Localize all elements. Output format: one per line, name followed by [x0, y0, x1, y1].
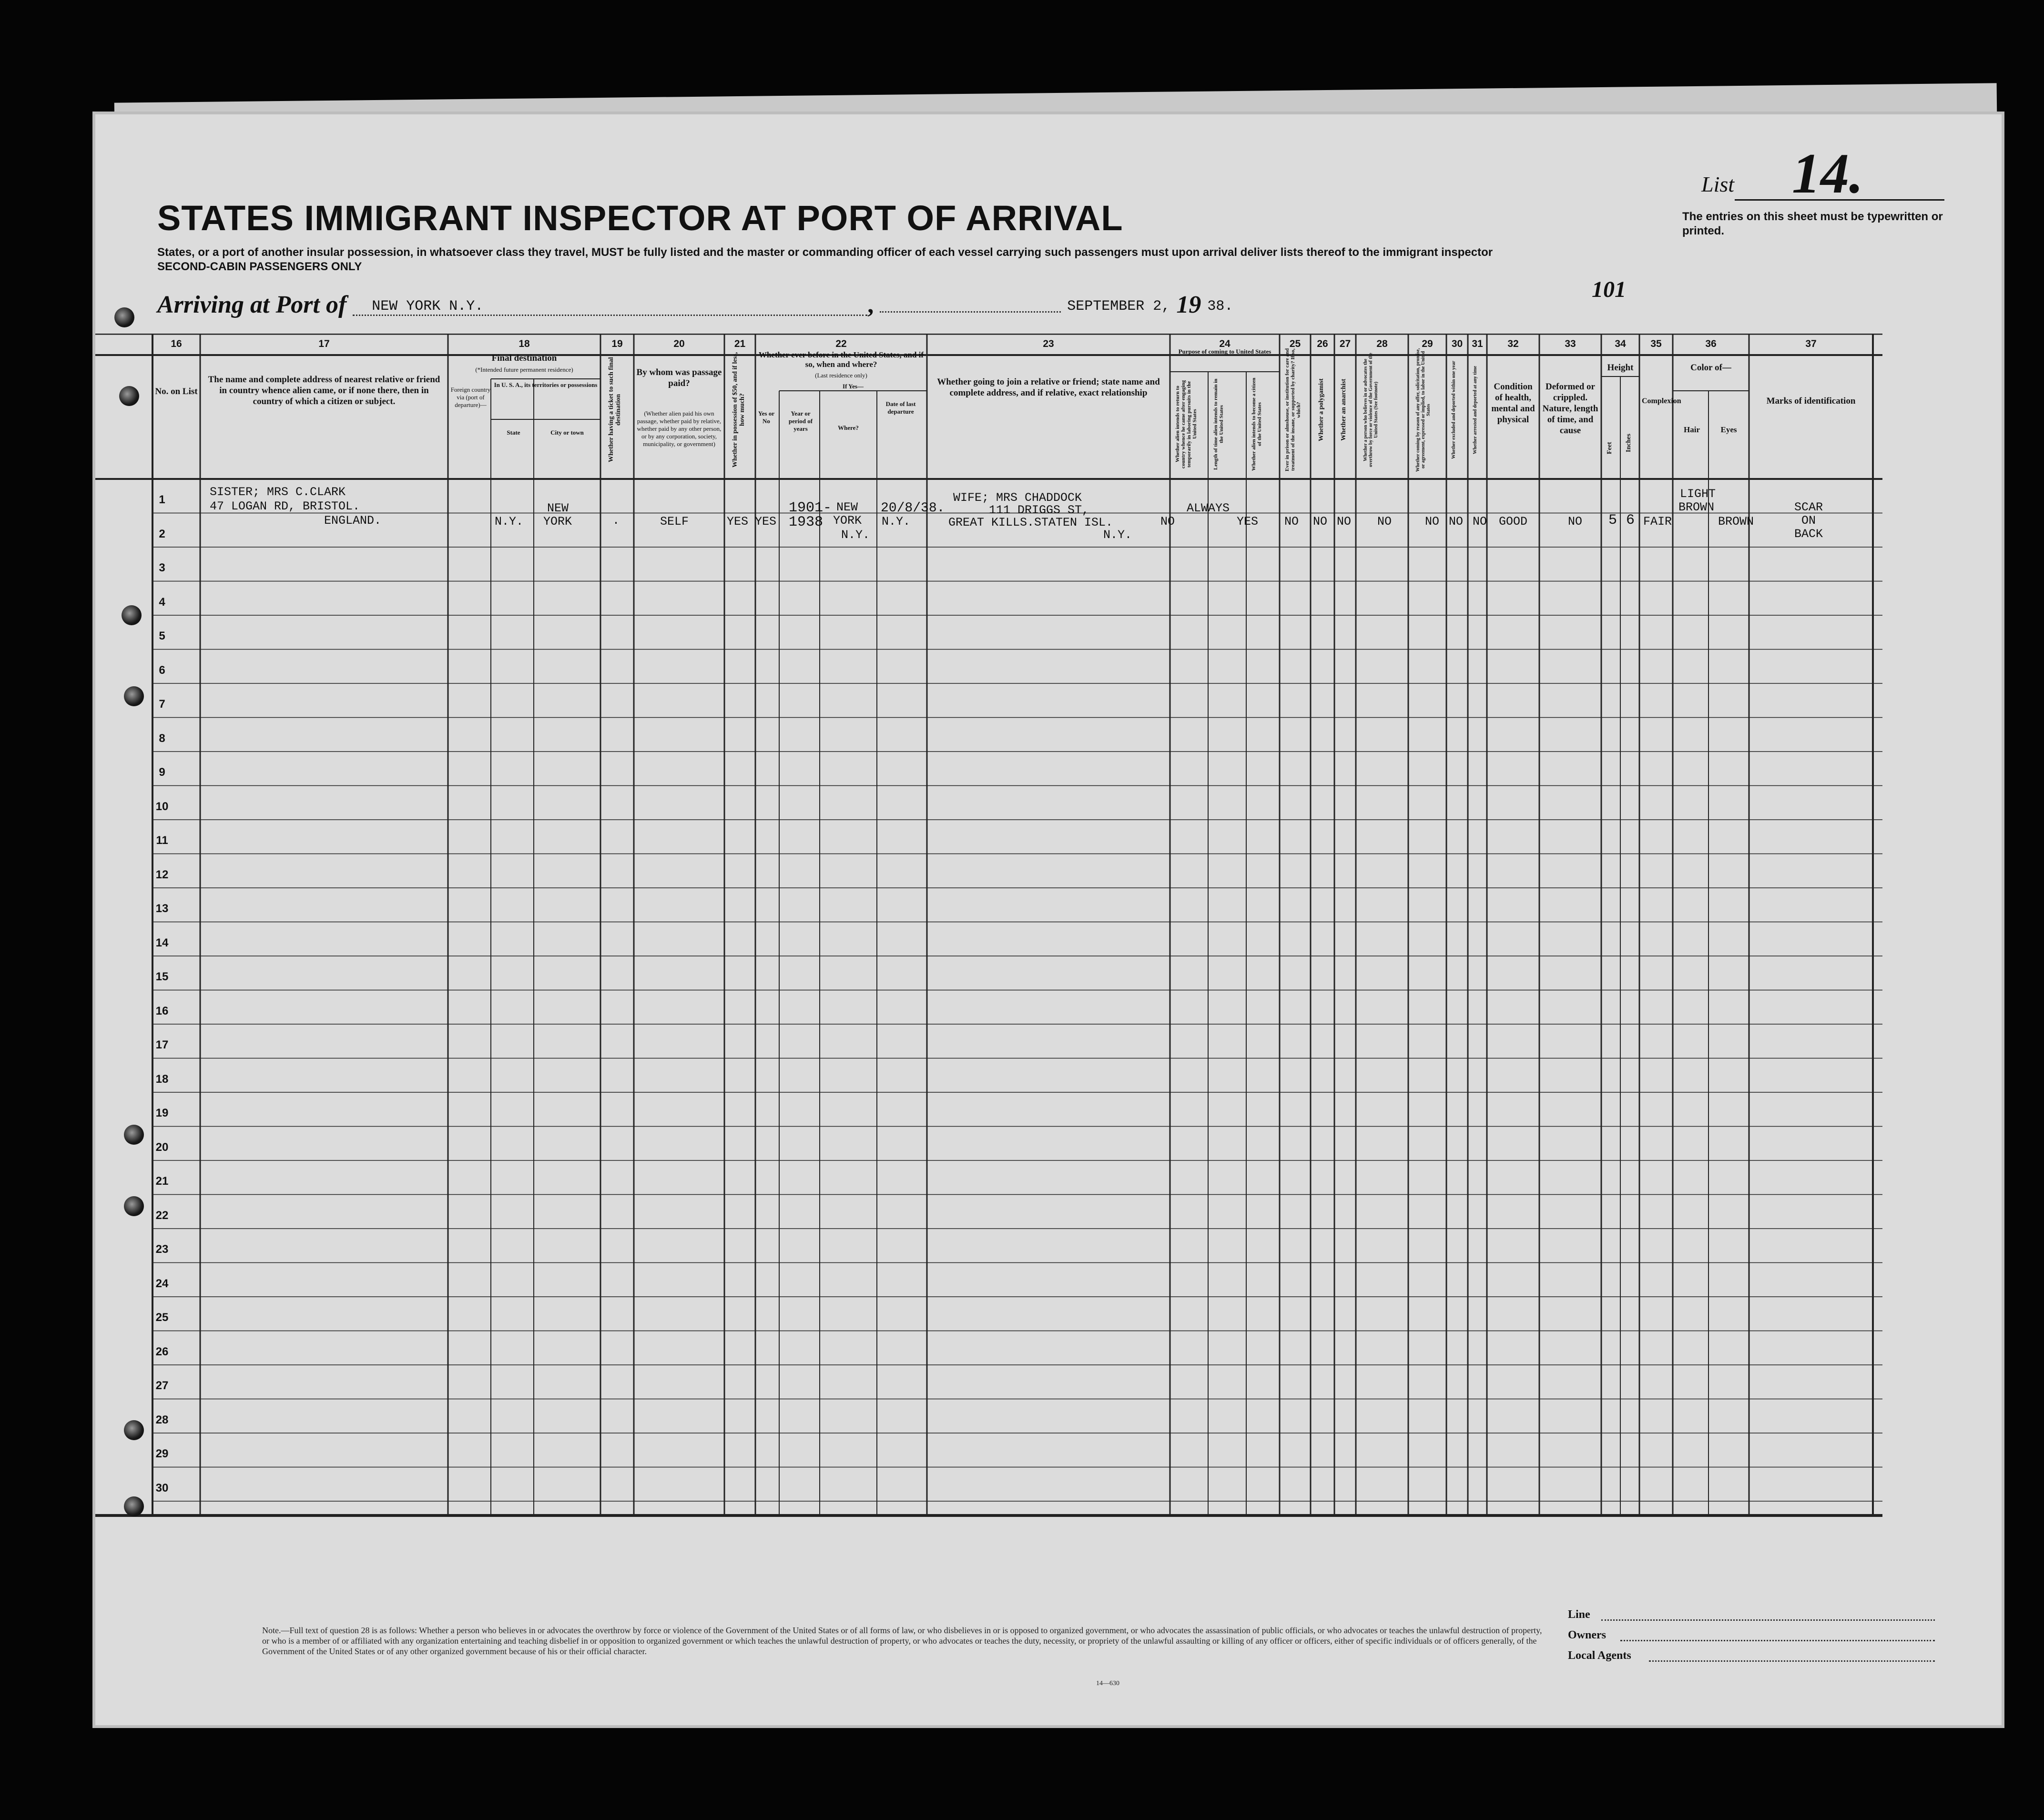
punch-hole: [119, 386, 139, 406]
colnum-31: 31: [1472, 338, 1483, 349]
punch-hole: [124, 686, 144, 706]
row-number: 30: [155, 1481, 169, 1495]
header-foreign-country: Foreign country via (port of departure)—: [450, 386, 491, 408]
entry-departure-line1: 20/8/38.: [881, 501, 945, 516]
colnum-23: 23: [1043, 338, 1054, 349]
colnum-33: 33: [1565, 338, 1576, 349]
entry-ticket: .: [612, 514, 620, 528]
colnum-16: 16: [171, 338, 182, 349]
header-prison: Ever in prison or almshouse, or institution for care and treatment of the insane, or supported by charity? If so, which?: [1284, 348, 1302, 472]
port-value: NEW YORK N.Y.: [353, 298, 867, 316]
entry-relative-line3: ENGLAND.: [324, 514, 382, 528]
entry-hair-line1: LIGHT: [1680, 487, 1716, 501]
row-number: 6: [159, 663, 165, 677]
entry-city-line2: YORK: [543, 515, 572, 529]
header-health: Condition of health, mental and physical: [1491, 382, 1535, 425]
row-number: 19: [155, 1107, 169, 1119]
row-number: 23: [155, 1243, 169, 1256]
entry-relative-line2: 47 LOGAN RD, BRISTOL.: [210, 499, 360, 513]
punch-hole: [124, 1125, 144, 1145]
row-number: 15: [155, 970, 169, 983]
form-subtitle: [157, 245, 1730, 274]
header-complexion: Complexion: [1642, 397, 1681, 405]
entry-arrested: NO: [1473, 515, 1487, 529]
entry-join-line4: N.Y.: [1103, 528, 1132, 542]
colnum-20: 20: [673, 338, 685, 349]
row-number: 11: [156, 834, 168, 847]
manifest-sheet: [95, 114, 2002, 1725]
entry-join-line2: 111 DRIGGS ST,: [989, 503, 1089, 517]
entry-labor-offer: NO: [1425, 515, 1440, 529]
colnum-18: 18: [519, 338, 530, 349]
header-where: Where?: [838, 424, 859, 431]
colnum-25: 25: [1289, 338, 1301, 349]
arrival-date-month: SEPTEMBER 2,: [1067, 298, 1170, 315]
entry-inches: 6: [1626, 512, 1635, 529]
row-number: 14: [155, 936, 169, 949]
entry-where-line3: N.Y.: [841, 528, 870, 542]
row-number: 2: [159, 527, 165, 540]
header-height: Height: [1607, 363, 1634, 373]
colnum-22: 22: [835, 338, 847, 349]
form-subtitle-line1: States, or a port of another insular possession, in whatsoever class they travel, MUST be fully listed and the master or commanding officer of each vessel carrying such passengers must upon arrival deliver lists thereof to the immigrant inspector: [157, 246, 1493, 259]
list-underline: [1735, 199, 1944, 201]
entry-polygamist: NO: [1313, 515, 1328, 529]
colnum-26: 26: [1317, 338, 1328, 349]
header-purpose-return: Whether alien intends to return to country whence he came after engaging temporarily in laboring pursuits in the United States: [1175, 380, 1198, 468]
entry-join-line1: WIFE; MRS CHADDOCK: [953, 491, 1082, 505]
header-state: State: [507, 429, 520, 436]
colnum-17: 17: [318, 338, 330, 349]
entry-years-line2: 1938: [789, 514, 824, 530]
row-number: 20: [155, 1140, 169, 1154]
form-number: 14—630: [1096, 1680, 1119, 1687]
entry-state: N.Y.: [495, 515, 524, 529]
footer-agents-field: [1649, 1660, 1935, 1662]
header-final-destination-note: (*Intended future permanent residence): [475, 366, 573, 373]
header-before-in-us: Whether ever before in the United States, and if so, when and where?: [758, 350, 924, 369]
list-label: List: [1701, 172, 1735, 196]
row-number: 21: [155, 1175, 169, 1188]
colnum-28: 28: [1376, 338, 1388, 349]
header-final-destination: Final destination: [491, 353, 557, 363]
row-number: 10: [155, 800, 169, 813]
colnum-35: 35: [1650, 338, 1662, 349]
colnum-19: 19: [611, 338, 623, 349]
header-no-on-list: No. on List: [155, 386, 198, 397]
footer-owners-field: [1620, 1640, 1935, 1641]
colnum-37: 37: [1805, 338, 1817, 349]
punch-hole: [124, 1420, 144, 1440]
entry-marks-line2: ON: [1801, 514, 1816, 528]
entry-join-line3: GREAT KILLS.STATEN ISL.: [948, 516, 1113, 529]
row-number: 18: [155, 1072, 169, 1086]
row-number: 22: [155, 1209, 169, 1222]
arrival-date-year: 38.: [1207, 298, 1233, 315]
header-yes-no: Yes or No: [758, 410, 775, 425]
row-number: 24: [155, 1277, 169, 1290]
entry-complexion: FAIR: [1643, 515, 1672, 529]
colnum-36: 36: [1705, 338, 1717, 349]
colnum-30: 30: [1451, 338, 1463, 349]
row-number: 27: [155, 1379, 169, 1392]
colnum-24: 24: [1219, 338, 1230, 349]
entry-years-line1: 1901-: [789, 500, 832, 516]
punch-hole: [124, 1196, 144, 1216]
stamp-number: 101: [1592, 277, 1626, 302]
header-passage-paid-note: (Whether alien paid his own passage, whether paid by relative, whether paid by any other person, or by any corporation, society, municipality, or government): [637, 410, 722, 447]
entry-anarchist: NO: [1337, 515, 1352, 529]
header-polygamist: Whether a polygamist: [1318, 378, 1325, 441]
header-eyes: Eyes: [1720, 425, 1737, 434]
colnum-21: 21: [734, 338, 746, 349]
header-purpose: Purpose of coming to United States: [1178, 348, 1271, 355]
row-number: 13: [155, 902, 169, 915]
header-last-residence: (Last residence only): [815, 372, 867, 379]
entry-feet: 5: [1608, 512, 1617, 529]
header-excluded: Whether excluded and deported within one year: [1451, 361, 1456, 459]
entry-city-line1: NEW: [547, 501, 569, 515]
header-going-to-join: Whether going to join a relative or friend; state name and complete address, and if relative, exact relationship: [937, 377, 1160, 398]
header-city: City or town: [550, 429, 584, 436]
header-marks: Marks of identification: [1766, 396, 1856, 406]
header-arrested: Whether arrested and deported at any time: [1473, 366, 1478, 454]
header-in-usa: In U. S. A., its territories or possessions: [494, 381, 598, 388]
entry-before-yes: YES: [755, 515, 777, 529]
row-number: 29: [155, 1447, 169, 1460]
entry-eyes: BROWN: [1718, 515, 1754, 529]
header-anarchist: Whether an anarchist: [1340, 378, 1347, 441]
row-number: 25: [155, 1311, 169, 1324]
entry-overthrow: NO: [1377, 515, 1392, 529]
row-number: 12: [155, 868, 169, 881]
arriving-line: Arriving at Port of NEW YORK N.Y. , SEPTEMBER 2, 19 38.: [157, 291, 1233, 318]
footer-agents-label: Local Agents: [1568, 1649, 1631, 1662]
header-if-yes: If Yes—: [843, 383, 864, 390]
header-hair: Hair: [1684, 425, 1700, 434]
entry-paid-by: SELF: [660, 515, 689, 529]
header-year-period: Year or period of years: [788, 410, 813, 432]
footnote-q28: Note.—Full text of question 28 is as follows: Whether a person who believes in or advocates the overthrow by force or violence of the Government of the United States or of all forms of law, or who disbelieves in or is opposed to organized government, or who advocates the assassination of public officials, or who advocates or teaches the unlawful destruction of property, or who is a member of or affiliated with any organization entertaining and teaching disbelief in or opposition to organized government or which teaches the unlawful destruction of property, or who advocates or teaches the duty, necessity, or propriety of the unlawful assaulting or killing of any officer or officers, either of specific individuals or of officers generally, of the Government of the United States or of any other organized government because of his or their official character.: [262, 1626, 1542, 1656]
colnum-32: 32: [1507, 338, 1519, 349]
header-inches: Inches: [1625, 434, 1632, 453]
header-purpose-length: Length of time alien intends to remain in the United States: [1213, 378, 1224, 470]
punch-hole: [122, 605, 142, 625]
arriving-label: Arriving at Port of: [157, 291, 347, 318]
row-number: 3: [159, 561, 165, 574]
footer-line-label: Line: [1568, 1608, 1590, 1621]
row-number: 9: [159, 766, 165, 779]
footer-line-field: [1601, 1619, 1935, 1621]
row-number: 7: [159, 698, 165, 711]
entry-prison: NO: [1284, 515, 1299, 529]
row-number: 8: [159, 732, 165, 745]
entry-departure-line2: N.Y.: [882, 515, 911, 529]
list-note: The entries on this sheet must be typewritten or printed.: [1682, 210, 1943, 237]
entry-health: GOOD: [1499, 515, 1528, 529]
row-number: 5: [159, 630, 165, 642]
manifest-table: [95, 334, 1882, 1592]
header-passage-paid: By whom was passage paid?: [636, 367, 722, 388]
header-purpose-citizen: Whether alien intends to become a citizen of the United States: [1251, 377, 1262, 471]
row-number: 28: [155, 1413, 169, 1426]
entry-where-line1: NEW: [836, 500, 858, 514]
entry-citizen: YES: [1237, 515, 1259, 529]
entry-hair-line2: BROWN: [1678, 500, 1715, 514]
colnum-29: 29: [1422, 338, 1433, 349]
header-deformed: Deformed or crippled. Nature, length of time, and cause: [1542, 382, 1598, 436]
entry-length: ALWAYS: [1187, 501, 1230, 515]
entry-where-line2: YORK: [833, 514, 862, 528]
entry-marks-line1: SCAR: [1794, 500, 1823, 514]
row-number: 1: [159, 493, 165, 506]
header-overthrow: Whether a person who believes in or advocates the overthrow by force or violence of the Government of the United States (See footnote): [1363, 353, 1379, 467]
header-last-departure: Date of last departure: [885, 400, 916, 415]
row-number: 16: [155, 1004, 169, 1017]
punch-hole: [124, 1496, 144, 1516]
arrival-date-year-prefix: 19: [1176, 291, 1201, 318]
punch-hole: [114, 307, 134, 327]
header-color-of: Color of—: [1690, 363, 1731, 373]
footer-owners-label: Owners: [1568, 1629, 1606, 1641]
row-number: 26: [155, 1345, 169, 1358]
entry-marks-line3: BACK: [1794, 527, 1823, 541]
header-feet: Feet: [1606, 442, 1613, 454]
row-number: 4: [159, 595, 165, 609]
header-ticket: Whether having a ticket to such final destination: [608, 357, 622, 463]
entry-return: NO: [1160, 515, 1175, 529]
row-number: 17: [155, 1038, 169, 1051]
entry-fifty: YES: [727, 515, 749, 529]
form-subtitle-line2: SECOND-CABIN PASSENGERS ONLY: [157, 260, 362, 273]
colnum-27: 27: [1339, 338, 1351, 349]
header-labor-offer: Whether coming by reason of any offer, solicitation, promise, or agreement, expressed or implied, to labor in the United States: [1415, 348, 1431, 472]
header-fifty-dollars: Whether in possession of $50, and if less, how much?: [732, 352, 746, 468]
header-nearest-relative: The name and complete address of nearest relative or friend in country whence alien came, or if none there, then in country of which a citizen or subject.: [208, 375, 440, 407]
form-title: STATES IMMIGRANT INSPECTOR AT PORT OF ARRIVAL: [157, 198, 1123, 238]
entry-deformed: NO: [1568, 515, 1583, 529]
list-number: 14.: [1792, 142, 1863, 205]
colnum-34: 34: [1615, 338, 1626, 349]
entry-excluded: NO: [1449, 515, 1464, 529]
entry-relative-line1: SISTER; MRS C.CLARK: [210, 485, 346, 499]
